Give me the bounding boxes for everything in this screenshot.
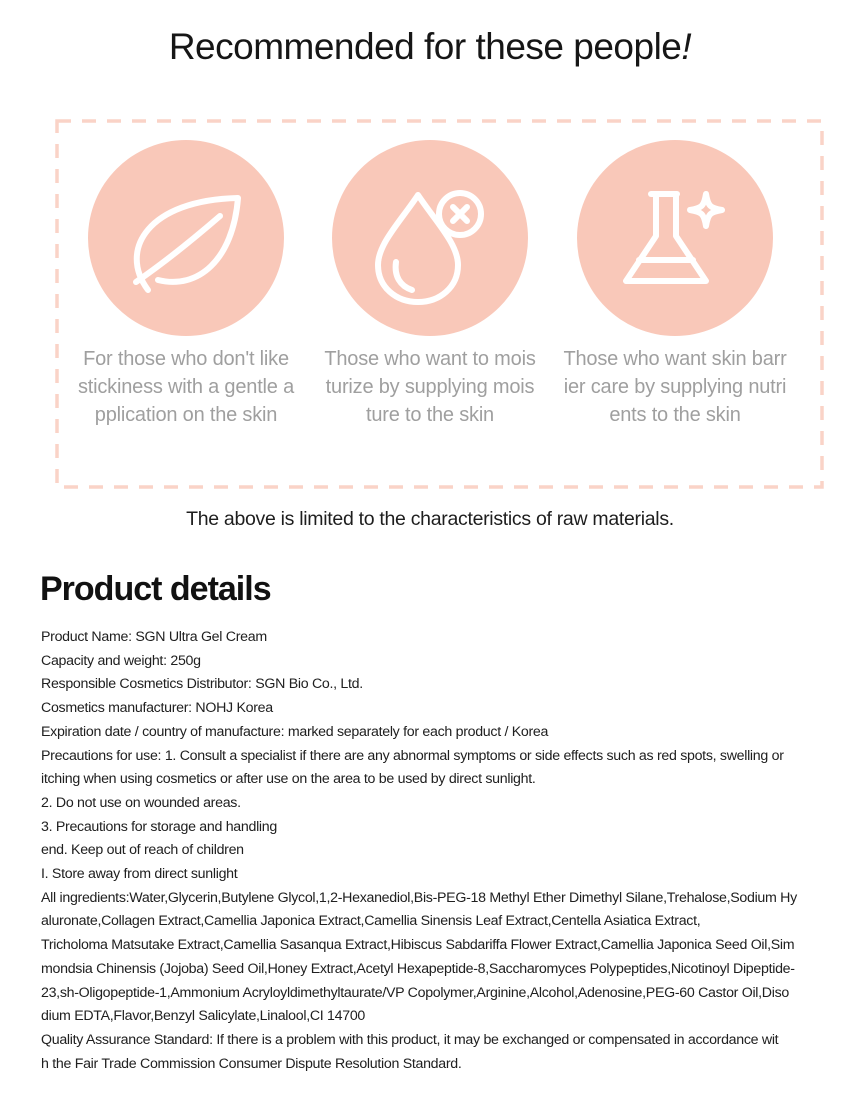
- leaf-icon: [88, 140, 284, 336]
- leaf-icon-circle: [88, 140, 284, 336]
- page-title-text: Recommended for these people: [168, 26, 682, 67]
- page-title-mark: !: [681, 26, 692, 67]
- detail-line: aluronate,Collagen Extract,Camellia Japonica Extract,Camellia Sinensis Leaf Extract,Centella Asiatica Extract,: [41, 913, 701, 930]
- page-title: [0, 26, 860, 68]
- disclaimer-note: The above is limited to the characteristics of raw materials.: [186, 508, 674, 530]
- detail-line: Cosmetics manufacturer: NOHJ Korea: [41, 700, 273, 717]
- caption-line: For those who don't like: [83, 348, 289, 370]
- caption-line: ents to the skin: [609, 404, 741, 426]
- detail-line: 23,sh-Oligopeptide-1,Ammonium Acryloyldimethyltaurate/VP Copolymer,Arginine,Alcohol,Adenosine,PEG-60 Castor Oil,Diso: [41, 984, 789, 1001]
- caption-line: ture to the skin: [366, 404, 494, 426]
- card-caption: [66, 345, 306, 429]
- caption-line: pplication on the skin: [94, 404, 278, 426]
- caption-line: Those who want skin barr: [563, 348, 787, 370]
- caption-line: turize by supplying mois: [325, 376, 535, 398]
- detail-line: I. Store away from direct sunlight: [41, 866, 238, 883]
- caption-line: ier care by supplying nutri: [563, 376, 787, 398]
- detail-line: 2. Do not use on wounded areas.: [41, 794, 241, 811]
- card-caption: [555, 345, 795, 429]
- water-drop-icon-circle: [332, 140, 528, 336]
- detail-line: Product Name: SGN Ultra Gel Cream: [41, 629, 267, 645]
- detail-line: Expiration date / country of manufacture: marked separately for each product / Korea: [41, 723, 549, 740]
- detail-line: Responsible Cosmetics Distributor: SGN Bio Co., Ltd.: [41, 676, 363, 693]
- details-list: [41, 626, 831, 1076]
- detail-line: dium EDTA,Flavor,Benzyl Salicylate,Linalool,CI 14700: [41, 1008, 366, 1025]
- detail-line: Quality Assurance Standard: If there is a problem with this product, it may be exchanged or compensated in accordance wit: [41, 1031, 779, 1048]
- detail-line: h the Fair Trade Commission Consumer Dispute Resolution Standard.: [41, 1055, 462, 1072]
- detail-line: itching when using cosmetics or after use on the area to be used by direct sunlight.: [41, 771, 536, 788]
- flask-icon-circle: [577, 140, 773, 336]
- detail-line: mondsia Chinensis (Jojoba) Seed Oil,Honey Extract,Acetyl Hexapeptide-8,Saccharomyces Polypeptides,Nicotinoyl Dipeptide-: [41, 960, 795, 977]
- detail-line: Precautions for use: 1. Consult a specialist if there are any abnormal symptoms or side effects such as red spots, swelling or: [41, 747, 784, 764]
- water-drop-x-icon: [332, 140, 528, 336]
- flask-sparkle-icon: [577, 140, 773, 336]
- card-caption: [310, 345, 550, 429]
- details-heading: Product details: [40, 570, 271, 608]
- caption-line: Those who want to mois: [324, 348, 536, 370]
- detail-line: Tricholoma Matsutake Extract,Camellia Sasanqua Extract,Hibiscus Sabdariffa Flower Extract,Camellia Japonica Seed Oil,Sim: [41, 937, 795, 954]
- detail-line: All ingredients:Water,Glycerin,Butylene Glycol,1,2-Hexanediol,Bis-PEG-18 Methyl Ether Dimethyl Silane,Trehalose,Sodium Hy: [41, 889, 797, 906]
- caption-line: stickiness with a gentle a: [77, 376, 295, 398]
- detail-line: end. Keep out of reach of children: [41, 842, 244, 859]
- detail-line: 3. Precautions for storage and handling: [41, 818, 277, 835]
- detail-line: Capacity and weight: 250g: [41, 652, 201, 669]
